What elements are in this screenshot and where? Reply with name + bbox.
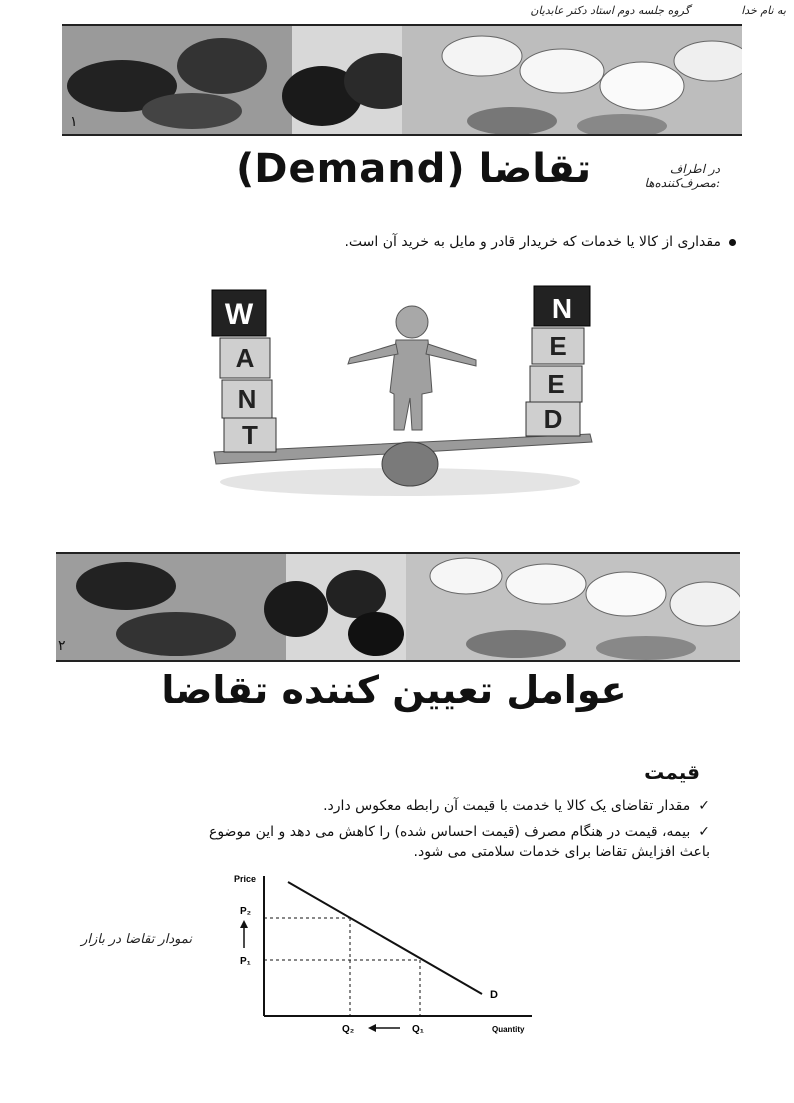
q1-tick-label: Q₁: [412, 1024, 424, 1035]
demand-chart: [220, 862, 540, 1042]
need-letter-n: N: [551, 293, 573, 324]
price-point-2: [200, 822, 710, 862]
q2-tick-label: Q₂: [342, 1024, 355, 1035]
quantity-left-arrowhead: [368, 1024, 376, 1032]
check-icon: ✓: [698, 824, 710, 840]
definition-text: مقداری از کالا یا خدمات که خریدار قادر و مایل به خرید آن است.: [344, 234, 721, 250]
need-letter-e1: E: [549, 331, 567, 361]
want-letter-n: N: [237, 384, 257, 414]
slide-number-1: ۱: [70, 114, 78, 130]
top-right-note: به نام خدا: [741, 4, 786, 17]
section-heading-price: قیمت: [644, 760, 700, 784]
price-point-2-text: بیمه، قیمت در هنگام مصرف (قیمت احساس شده) را کاهش می دهد و این موضوع باعث افزایش تقاضا برای خدمات سلامتی می شود.: [208, 824, 710, 860]
need-letter-e2: E: [547, 369, 565, 399]
y-axis-label: Price: [234, 874, 257, 884]
pills-banner-1: [62, 24, 742, 136]
check-icon: ✓: [698, 798, 710, 814]
demand-curve: [288, 882, 482, 994]
pills-image-1: [62, 26, 742, 134]
page-title-demand: تقاضا (Demand): [236, 146, 592, 192]
want-need-balance-illustration: [200, 282, 600, 502]
definition-bullet: [200, 232, 736, 252]
price-point-1-text: مقدار تقاضای یک کالا یا خدمت با قیمت آن رابطه معکوس دارد.: [323, 798, 691, 814]
title-side-note: در اطراف مصرف‌کننده‌ها:: [644, 162, 720, 190]
want-letter-w: W: [224, 298, 254, 331]
pills-banner-2: [56, 552, 740, 662]
pills-image-2: [56, 554, 740, 660]
slide-number-2: ۲: [58, 638, 66, 654]
p2-tick-label: P₂: [240, 906, 252, 917]
page-title-determinants: عوامل تعیین کننده تقاضا: [161, 668, 627, 712]
price-point-1: [200, 796, 710, 816]
series-label-d: D: [490, 989, 498, 1001]
price-up-arrowhead: [240, 920, 248, 928]
graph-side-note: نمودار تقاضا در بازار: [81, 932, 192, 947]
x-axis-label: Quantity: [492, 1025, 525, 1034]
want-letter-a: A: [235, 343, 255, 373]
p1-tick-label: P₁: [240, 956, 251, 967]
top-center-note: گروه جلسه دوم استاد دکتر عابدیان: [530, 4, 690, 17]
want-letter-t: T: [242, 420, 258, 450]
need-letter-d: D: [543, 404, 563, 434]
bullet-icon: [729, 239, 736, 246]
